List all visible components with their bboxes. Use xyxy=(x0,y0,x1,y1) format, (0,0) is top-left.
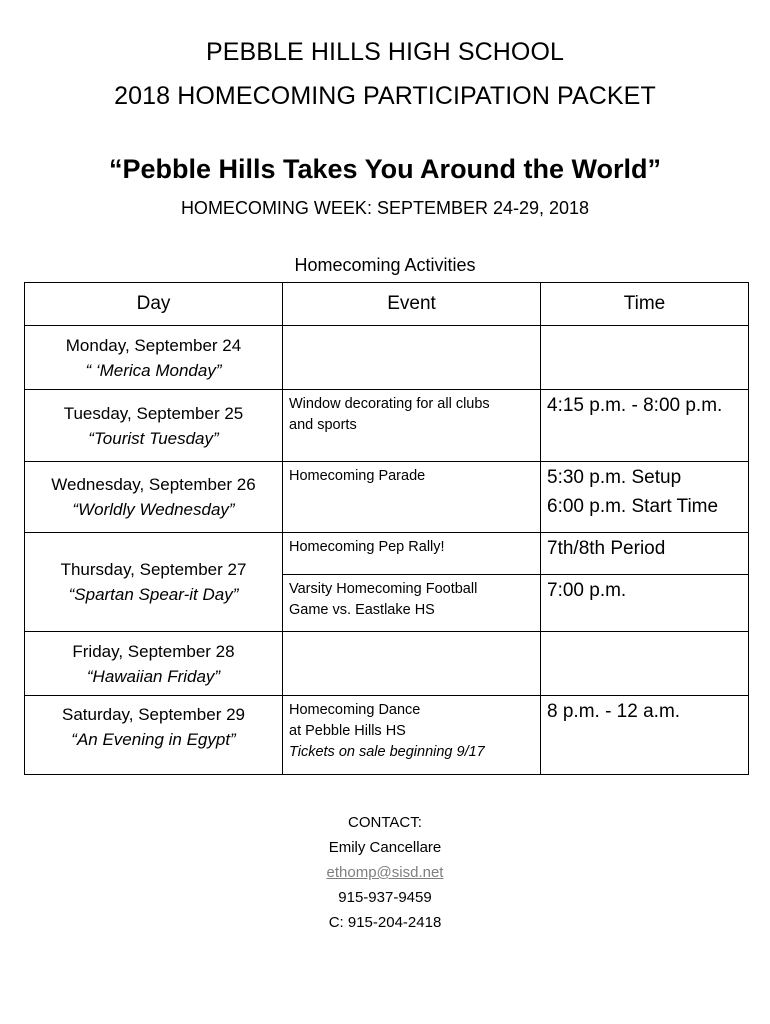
contact-block xyxy=(0,810,770,935)
event-text: Window decorating for all clubs xyxy=(289,396,490,412)
event-cell xyxy=(283,326,541,390)
time-cell xyxy=(541,390,749,462)
day-cell xyxy=(25,696,283,775)
event-cell xyxy=(283,533,541,575)
contact-name: Emily Cancellare xyxy=(328,839,442,856)
time-text: 7:00 p.m. xyxy=(547,580,627,601)
event-text: at Pebble Hills HS xyxy=(289,723,406,739)
day-theme: “Worldly Wednesday” xyxy=(72,500,235,519)
day-cell xyxy=(25,326,283,390)
contact-phone: 915-937-9459 xyxy=(338,889,432,906)
event-cell xyxy=(283,390,541,462)
day-cell xyxy=(25,462,283,533)
event-text: Game vs. Eastlake HS xyxy=(289,602,435,618)
time-text: 4:15 p.m. - 8:00 p.m. xyxy=(547,395,723,416)
table-row xyxy=(25,696,749,775)
theme-title: “Pebble Hills Takes You Around the World” xyxy=(108,154,662,184)
homecoming-week: HOMECOMING WEEK: SEPTEMBER 24-29, 2018 xyxy=(180,198,590,218)
event-cell xyxy=(283,632,541,696)
time-cell xyxy=(541,575,749,632)
day-cell xyxy=(25,632,283,696)
event-text: Homecoming Dance xyxy=(289,702,421,718)
day-label: Friday, September 28 xyxy=(72,641,235,661)
packet-title: 2018 HOMECOMING PARTICIPATION PACKET xyxy=(114,82,656,110)
time-cell xyxy=(541,696,749,775)
event-text: Homecoming Pep Rally! xyxy=(289,539,445,555)
day-label: Thursday, September 27 xyxy=(60,560,247,579)
day-label: Saturday, September 29 xyxy=(61,705,245,724)
contact-label: CONTACT: xyxy=(348,814,422,831)
header-day: Day xyxy=(25,283,283,326)
event-cell xyxy=(283,696,541,775)
table-row xyxy=(25,632,749,696)
table-caption: Homecoming Activities xyxy=(294,255,476,275)
event-cell xyxy=(283,575,541,632)
time-cell xyxy=(541,632,749,696)
contact-email-link[interactable]: ethomp@sisd.net xyxy=(326,864,444,881)
day-label: Monday, September 24 xyxy=(65,335,242,355)
table-row xyxy=(25,326,749,390)
event-text: and sports xyxy=(289,417,357,433)
table-header-row xyxy=(25,283,749,326)
header-time: Time xyxy=(541,283,749,326)
event-text: Homecoming Parade xyxy=(289,468,426,484)
day-theme: “An Evening in Egypt” xyxy=(71,730,236,749)
day-label: Wednesday, September 26 xyxy=(51,475,256,494)
time-cell xyxy=(541,533,749,575)
table-row xyxy=(25,390,749,462)
time-text: 8 p.m. - 12 a.m. xyxy=(547,701,681,722)
time-cell xyxy=(541,462,749,533)
time-text: 5:30 p.m. Setup xyxy=(547,467,682,488)
day-theme: “Tourist Tuesday” xyxy=(88,428,219,448)
event-text: Tickets on sale beginning 9/17 xyxy=(289,744,485,760)
activities-table xyxy=(24,282,749,775)
day-cell xyxy=(25,533,283,632)
day-theme: “Hawaiian Friday” xyxy=(86,666,221,686)
table-row xyxy=(25,533,749,575)
header-event: Event xyxy=(283,283,541,326)
table-row xyxy=(25,462,749,533)
day-cell xyxy=(25,390,283,462)
day-theme: “Spartan Spear-it Day” xyxy=(68,585,239,604)
day-theme: “ ‘Merica Monday” xyxy=(85,360,222,380)
contact-cell-phone: C: 915-204-2418 xyxy=(328,914,442,931)
school-name: PEBBLE HILLS HIGH SCHOOL xyxy=(205,38,565,66)
time-text: 6:00 p.m. Start Time xyxy=(547,496,719,517)
time-text: 7th/8th Period xyxy=(547,538,666,559)
time-cell xyxy=(541,326,749,390)
event-cell xyxy=(283,462,541,533)
day-label: Tuesday, September 25 xyxy=(63,403,244,423)
event-text: Varsity Homecoming Football xyxy=(289,581,478,597)
